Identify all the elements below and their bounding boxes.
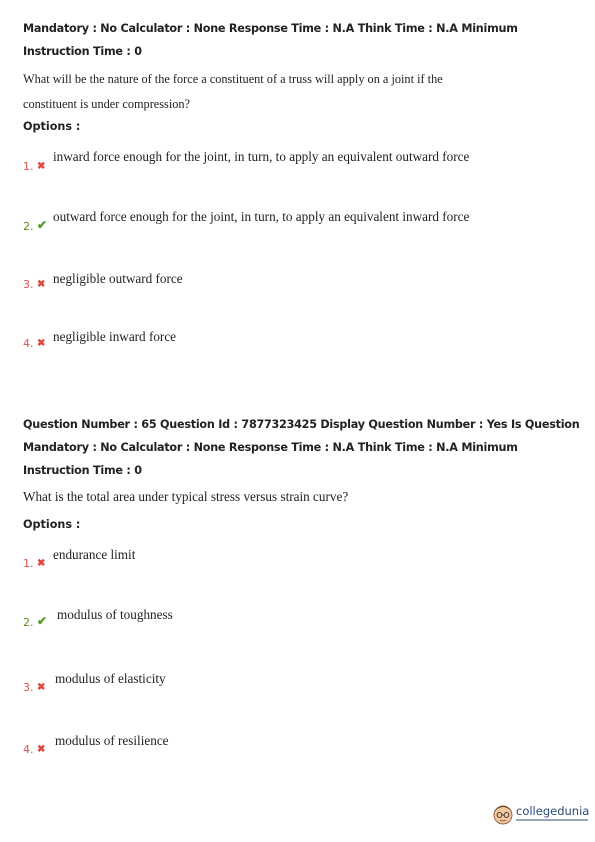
cross-icon: ✖ — [37, 279, 46, 290]
option-text: inward force enough for the joint, in turn, to apply an equivalent outward force — [53, 149, 470, 164]
option-item[interactable] — [23, 733, 583, 773]
cross-icon: ✖ — [37, 682, 46, 693]
option-number: 3. — [23, 681, 34, 694]
option-number: 1. — [23, 557, 34, 570]
option-text: endurance limit — [53, 547, 136, 562]
cross-icon: ✖ — [37, 338, 46, 349]
option-item[interactable] — [23, 671, 583, 711]
option-text: modulus of toughness — [57, 607, 173, 622]
option-item[interactable] — [23, 606, 583, 646]
option-number: 3. — [23, 278, 34, 291]
option-text: modulus of elasticity — [55, 671, 166, 686]
question-meta: Question Number : 65 Question Id : 7877323425 Display Question Number : Yes Is Question Mandatory : No Calculator : None Response Time : N.A Think Time : N.A Minimum Instruction Time : 0 — [23, 418, 580, 477]
option-number: 1. — [23, 160, 34, 173]
cross-icon: ✖ — [37, 744, 46, 755]
option-text: negligible outward force — [53, 271, 183, 286]
question-meta: Mandatory : No Calculator : None Response Time : N.A Think Time : N.A Minimum Instruction Time : 0 — [23, 22, 518, 58]
cross-icon: ✖ — [37, 558, 46, 569]
option-item[interactable] — [23, 328, 583, 368]
question-text: What will be the nature of the force a constituent of a truss will apply on a joint if the constituent is under compression? — [23, 72, 443, 111]
option-number: 4. — [23, 743, 34, 756]
option-text: negligible inward force — [53, 329, 177, 344]
option-number: 4. — [23, 337, 34, 350]
option-number: 2. — [23, 220, 34, 233]
option-item[interactable] — [23, 546, 583, 586]
collegedunia-logo — [492, 800, 588, 832]
mascot-icon — [492, 802, 514, 826]
options-label: Options : — [23, 120, 81, 133]
question-text: What is the total area under typical stress versus strain curve? — [23, 489, 349, 504]
logo-name: collegedunia — [516, 804, 590, 818]
option-number: 2. — [23, 616, 34, 629]
option-item[interactable] — [23, 147, 583, 187]
logo-tagline — [516, 819, 588, 821]
check-icon: ✔ — [37, 218, 48, 232]
check-icon: ✔ — [37, 614, 48, 628]
option-text: outward force enough for the joint, in turn, to apply an equivalent inward force — [53, 209, 470, 224]
option-item[interactable] — [23, 207, 583, 247]
option-text: modulus of resilience — [55, 733, 169, 748]
cross-icon: ✖ — [37, 161, 46, 172]
options-label: Options : — [23, 518, 81, 531]
option-item[interactable] — [23, 270, 583, 310]
